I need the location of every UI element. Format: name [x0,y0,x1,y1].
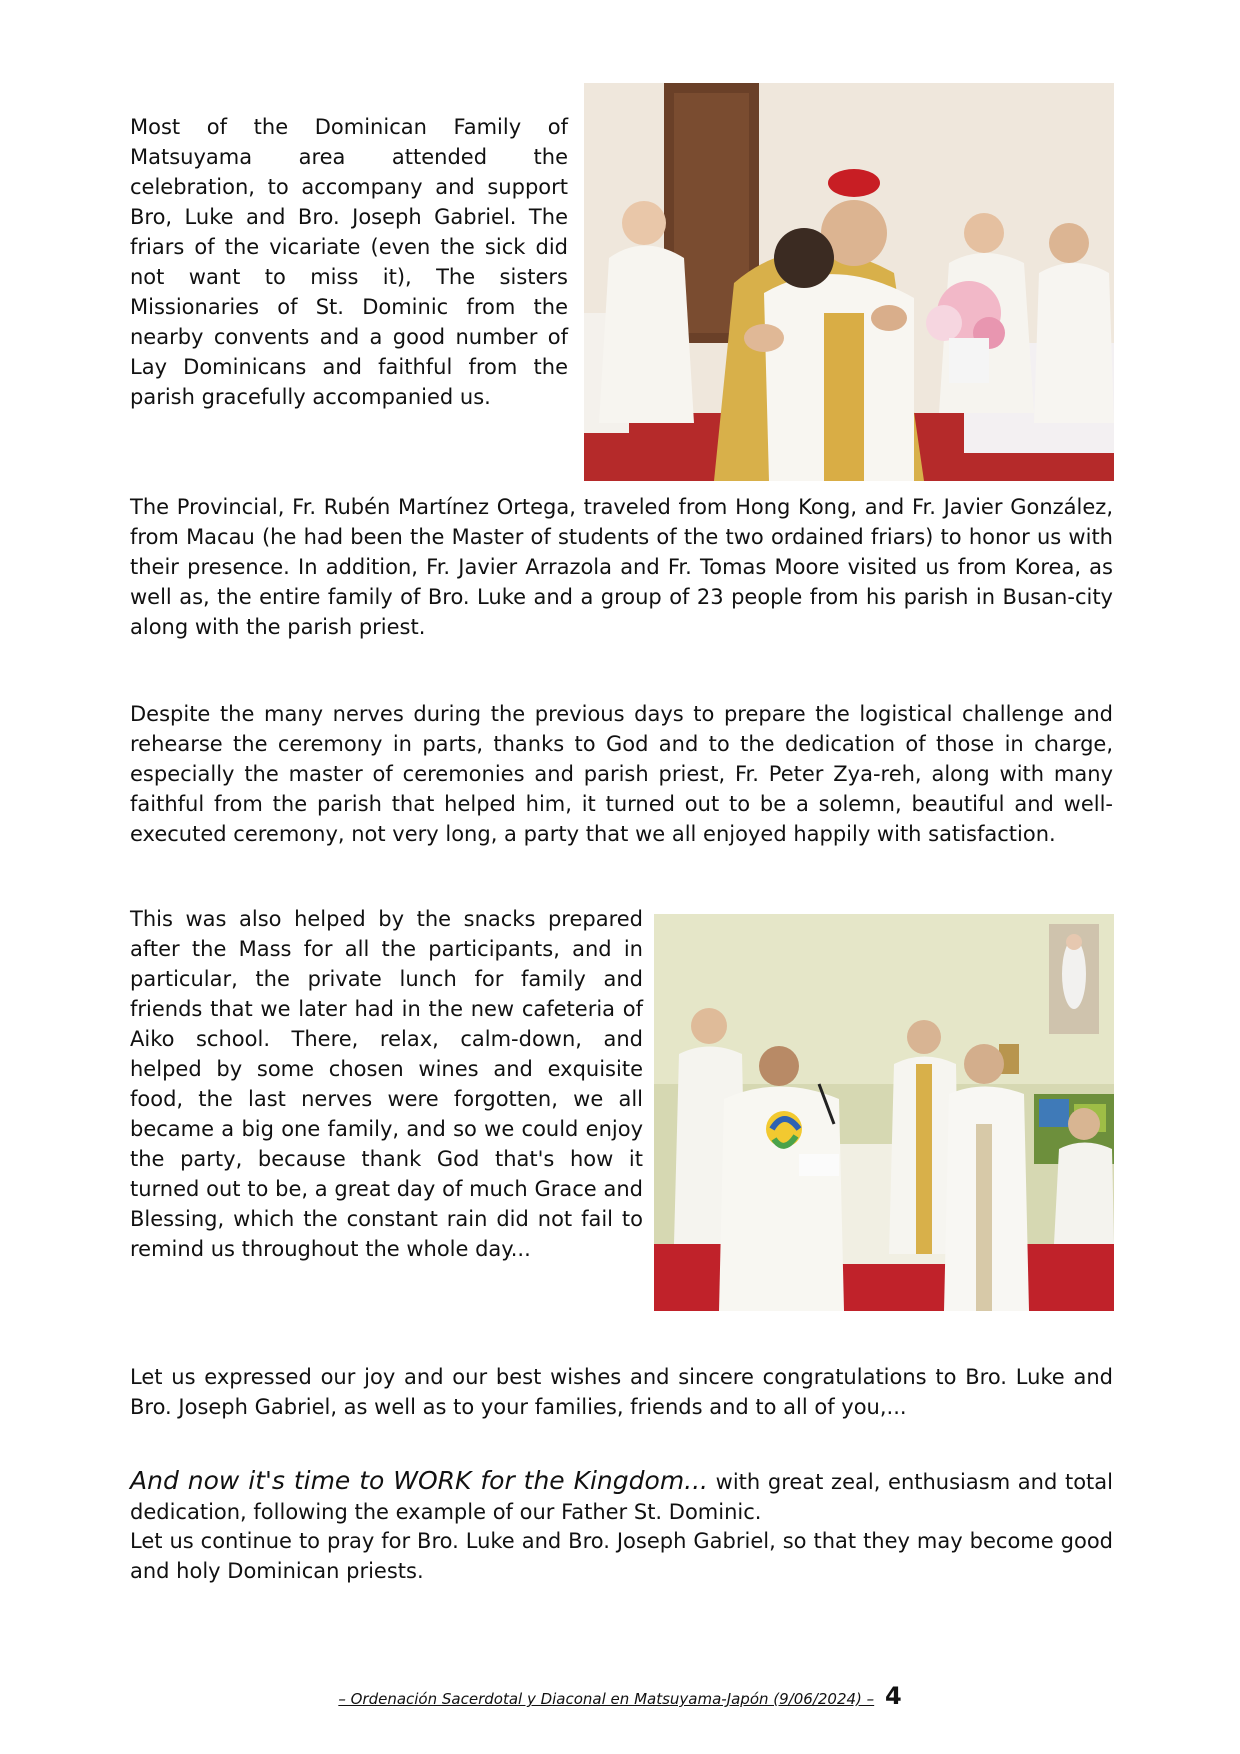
photo-cardinal-embrace [584,83,1114,481]
paragraph-closing [130,1466,1113,1527]
paragraph-congratulations: Let us expressed our joy and our best wishes and sincere congratulations to Bro. Luke and Bro. Joseph Gabriel, as well as to your families, friends and to all of you,... [130,1365,1113,1419]
footer-title: – Ordenación Sacerdotal y Diaconal en Matsuyama-Japón (9/06/2024) – [338,1690,875,1708]
photo-cardinal-embrace-drawing [584,83,1114,481]
paragraph-celebration: This was also helped by the snacks prepared after the Mass for all the participants, and in particular, the private lunch for family and friends that we later had in the new cafeteria of Aiko school. There, relax, calm-down, and helped by some chosen wines and exquisite food, the last nerves were forgotten, we all became a big one family, and so we could enjoy the party, because thank God that's how it turned out to be, a great day of much Grace and Blessing, which the constant rain did not fail to remind us throughout the whole day... [130,907,643,1261]
paragraph-attendance: Most of the Dominican Family of Matsuyama area attended the celebration, to accompany and support Bro, Luke and Bro. Joseph Gabriel. The friars of the vicariate (even the sick did not want to miss it), The sisters Missionaries of St. Dominic from the nearby convents and a good number of Lay Dominicans and faithful from the parish gracefully accompanied us. [130,115,568,409]
paragraph-prayer: Let us continue to pray for Bro. Luke and Bro. Joseph Gabriel, so that they may become good and holy Dominican priests. [130,1529,1113,1583]
page-number: 4 [884,1682,902,1710]
paragraph-ceremony: Despite the many nerves during the previous days to prepare the logistical challenge and rehearse the ceremony in parts, thanks to God and to the dedication of those in charge, especially the master of ceremonies and parish priest, Fr. Peter Zya-reh, along with many faithful from the parish that helped him, it turned out to be a solemn, beautiful and well-executed ceremony, not very long, a party that we all enjoyed happily with satisfaction. [130,702,1113,846]
photo-altar-reading [654,914,1114,1311]
photo-altar-reading-drawing [654,914,1114,1311]
paragraph-visitors: The Provincial, Fr. Rubén Martínez Ortega, traveled from Hong Kong, and Fr. Javier González, from Macau (he had been the Master of students of the two ordained friars) to honor us with their presence. In addition, Fr. Javier Arrazola and Fr. Tomas Moore visited us from Korea, as well as, the entire family of Bro. Luke and a group of 23 people from his parish in Busan-city along with the parish priest. [130,495,1113,639]
closing-rest: with great zeal, enthusiasm and total dedication, following the example of our Father St. Dominic. [130,1470,1113,1524]
page-footer [0,1682,1240,1710]
closing-lead-phrase: And now it's time to WORK for the Kingdom... [130,1466,709,1495]
